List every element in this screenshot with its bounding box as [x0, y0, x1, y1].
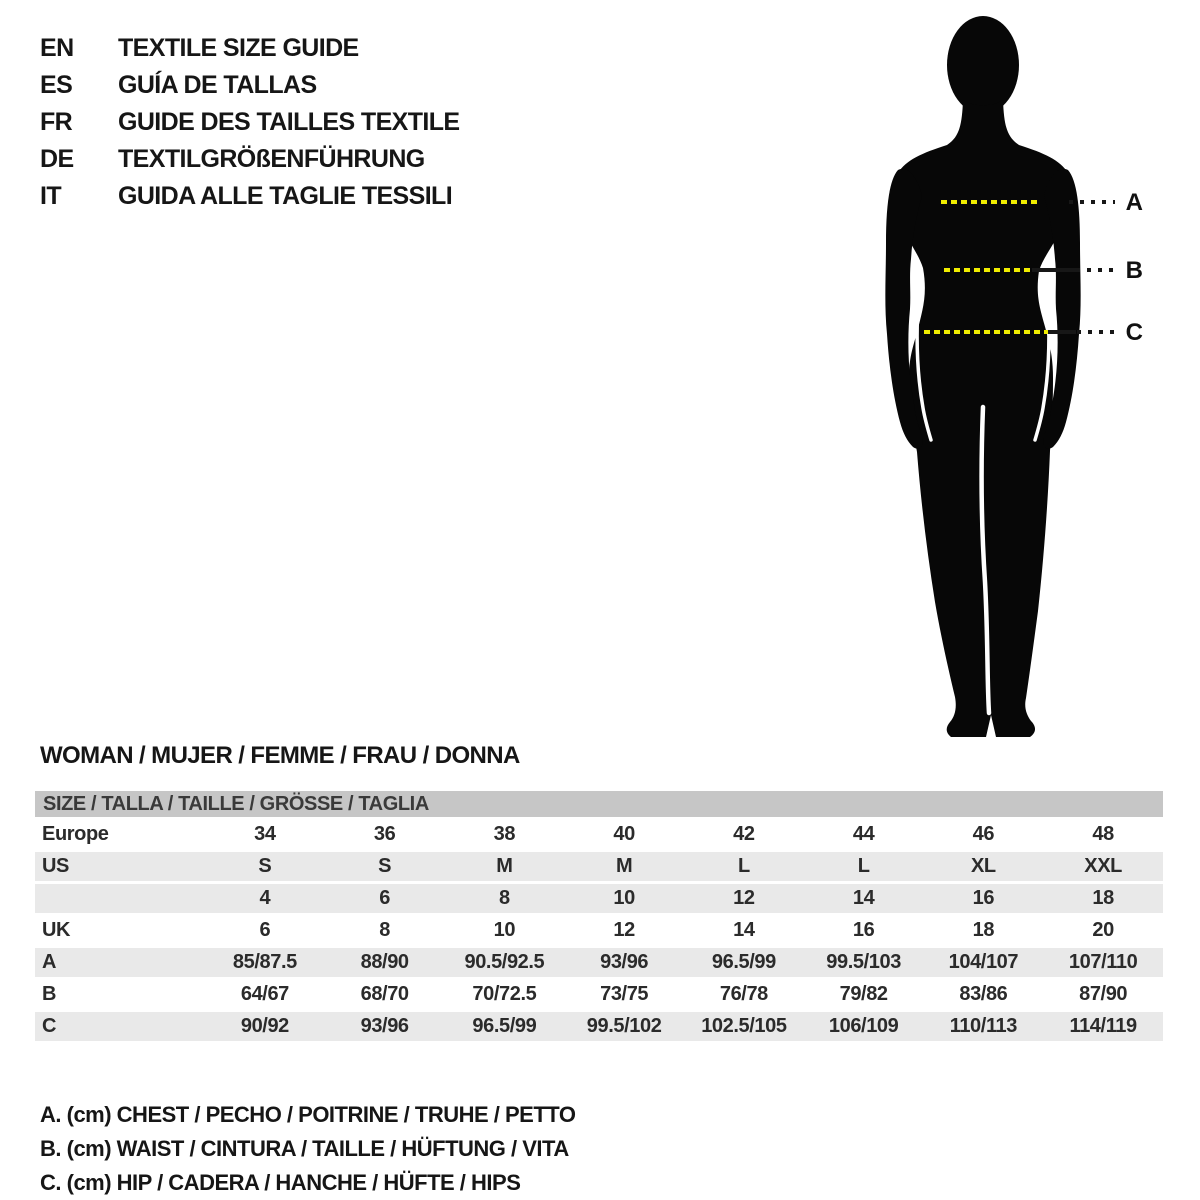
size-value-cell: 38 — [493, 823, 516, 845]
language-label: GUIDA ALLE TAGLIE TESSILI — [118, 182, 453, 210]
size-value-cell: 16 — [972, 887, 995, 909]
language-label: GUIDE DES TAILLES TEXTILE — [118, 108, 460, 136]
size-value-cell: 36 — [373, 823, 396, 845]
language-row — [40, 178, 460, 215]
waist-marker-label: B — [1125, 257, 1143, 284]
legend-line: B. (cm) WAIST / CINTURA / TAILLE / HÜFTUNG / VITA — [40, 1136, 569, 1161]
hip-leader-solid — [1048, 330, 1076, 334]
size-value-cell: M — [615, 855, 633, 877]
section-title: WOMAN / MUJER / FEMME / FRAU / DONNA — [40, 742, 520, 769]
size-value-cell: 64/67 — [240, 983, 289, 1005]
size-value-cell: 79/82 — [839, 983, 888, 1005]
size-value-cell: L — [857, 855, 870, 877]
row-label: A — [42, 951, 57, 973]
size-value-cell: 12 — [733, 887, 755, 909]
size-table — [35, 791, 1163, 1044]
size-value-cell: 73/75 — [600, 983, 649, 1005]
size-value-cell: 48 — [1092, 823, 1114, 845]
legend-line: C. (cm) HIP / CADERA / HANCHE / HÜFTE / HIPS — [40, 1170, 521, 1195]
size-value-cell: 12 — [613, 919, 635, 941]
size-value-cell: 88/90 — [360, 951, 409, 973]
language-code: IT — [40, 182, 62, 210]
table-row — [35, 820, 1163, 849]
legend-line: A. (cm) CHEST / PECHO / POITRINE / TRUHE / PETTO — [40, 1102, 576, 1127]
size-value-cell: 10 — [493, 919, 516, 941]
size-value-cell: 6 — [259, 919, 271, 941]
hip-marker-label: C — [1125, 319, 1143, 346]
waist-measure-dashes — [944, 268, 1032, 272]
size-value-cell: 96.5/99 — [472, 1015, 537, 1037]
size-value-cell: 102.5/105 — [701, 1015, 787, 1037]
language-code: ES — [40, 71, 73, 99]
size-value-cell: XL — [970, 855, 996, 877]
table-row — [35, 852, 1163, 881]
hip-measure-dashes — [924, 330, 1048, 334]
size-value-cell: L — [737, 855, 750, 877]
size-value-cell: 14 — [852, 887, 875, 909]
size-table-body — [35, 820, 1163, 1041]
language-label: TEXTILE SIZE GUIDE — [118, 34, 359, 62]
size-value-cell: 99.5/103 — [826, 951, 901, 973]
language-row — [40, 30, 460, 67]
size-value-cell: 93/96 — [360, 1015, 409, 1037]
size-value-cell: 40 — [613, 823, 635, 845]
row-label: UK — [42, 919, 71, 941]
table-row — [35, 948, 1163, 977]
language-code: DE — [40, 145, 74, 173]
size-value-cell: 18 — [972, 919, 995, 941]
size-value-cell: 4 — [259, 887, 271, 909]
size-value-cell: 104/107 — [948, 951, 1019, 973]
size-value-cell: S — [258, 855, 272, 877]
language-label: TEXTILGRÖßENFÜHRUNG — [118, 145, 425, 173]
table-row — [35, 916, 1163, 945]
waist-leader-solid — [1032, 268, 1076, 272]
size-value-cell: 20 — [1092, 919, 1114, 941]
size-value-cell: 18 — [1092, 887, 1114, 909]
waist-leader-dots — [1076, 268, 1115, 272]
language-row — [40, 141, 460, 178]
size-value-cell: 83/86 — [959, 983, 1008, 1005]
size-value-cell: 10 — [613, 887, 635, 909]
size-value-cell: 96.5/99 — [711, 951, 776, 973]
language-code: EN — [40, 34, 74, 62]
table-row — [35, 980, 1163, 1009]
size-value-cell: 90/92 — [240, 1015, 289, 1037]
size-value-cell: 16 — [852, 919, 875, 941]
size-value-cell: 8 — [499, 887, 510, 909]
language-label: GUÍA DE TALLAS — [118, 71, 317, 99]
language-row — [40, 104, 460, 141]
size-value-cell: 42 — [733, 823, 755, 845]
size-value-cell: 85/87.5 — [232, 951, 297, 973]
language-row — [40, 67, 460, 104]
size-value-cell: 107/110 — [1068, 951, 1138, 973]
size-value-cell: 76/78 — [719, 983, 768, 1005]
size-value-cell: XXL — [1084, 855, 1122, 877]
size-table-header: SIZE / TALLA / TAILLE / GRÖSSE / TAGLIA — [35, 791, 1163, 817]
row-label: B — [42, 983, 57, 1005]
size-value-cell: 14 — [733, 919, 755, 941]
table-row — [35, 1012, 1163, 1041]
size-value-cell: 106/109 — [828, 1015, 899, 1037]
size-value-cell: 99.5/102 — [586, 1015, 662, 1037]
chest-leader-dots — [1069, 200, 1115, 204]
size-value-cell: 34 — [254, 823, 276, 845]
language-list — [40, 30, 460, 215]
woman-silhouette-icon — [860, 10, 1140, 745]
chest-marker-label: A — [1125, 189, 1143, 216]
hip-leader-dots — [1077, 330, 1115, 334]
chest-measure-dashes — [941, 200, 1041, 204]
size-value-cell: 93/96 — [600, 951, 649, 973]
measurement-legend — [40, 1098, 575, 1200]
language-code: FR — [40, 108, 73, 136]
size-value-cell: M — [496, 855, 513, 877]
size-value-cell: 70/72.5 — [472, 983, 537, 1005]
table-row — [35, 884, 1163, 913]
size-value-cell: S — [378, 855, 392, 877]
size-value-cell: 114/119 — [1069, 1015, 1137, 1037]
row-label: Europe — [42, 823, 109, 845]
size-value-cell: 110/113 — [949, 1015, 1018, 1037]
size-value-cell: 68/70 — [360, 983, 409, 1005]
size-value-cell: 90.5/92.5 — [464, 951, 545, 973]
row-label — [35, 884, 205, 913]
size-value-cell: 87/90 — [1079, 983, 1128, 1005]
size-value-cell: 46 — [972, 823, 995, 845]
size-value-cell: 6 — [379, 887, 390, 909]
row-label: US — [42, 855, 69, 877]
row-label: C — [42, 1015, 57, 1037]
size-value-cell: 8 — [379, 919, 390, 941]
size-value-cell: 44 — [852, 823, 875, 845]
